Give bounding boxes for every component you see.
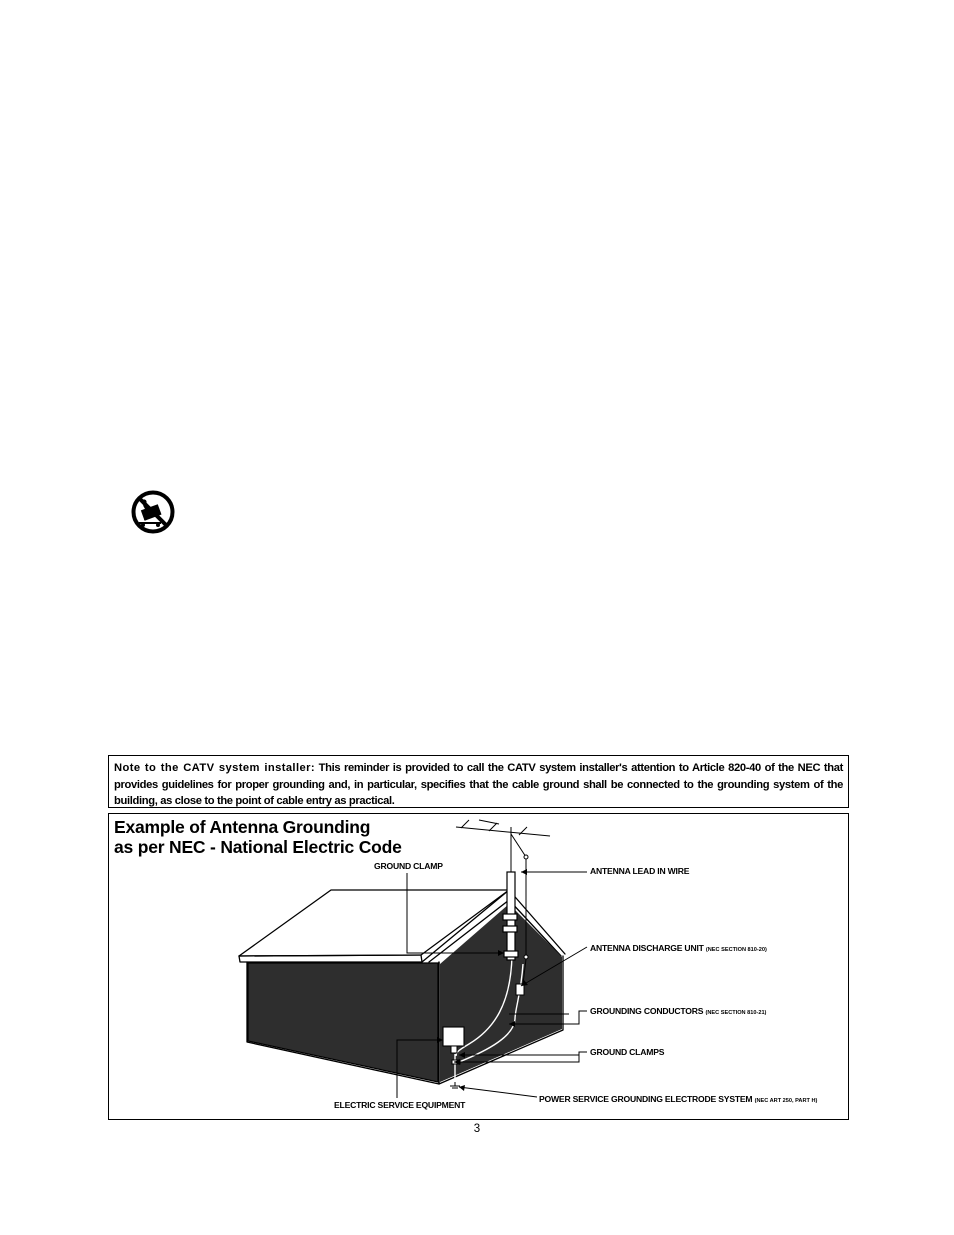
antenna-discharge-unit-ref: (NEC SECTION 810-20) [705, 947, 767, 953]
antenna-discharge-unit-text: ANTENNA DISCHARGE UNIT [590, 943, 704, 953]
label-power-service [539, 1094, 817, 1106]
grounding-conductors-text: GROUNDING CONDUCTORS [590, 1006, 704, 1016]
label-antenna-lead-in-wire: ANTENNA LEAD IN WIRE [590, 866, 690, 876]
diagram-title [114, 818, 402, 857]
power-service-ref: (NEC ART 250, PART H) [754, 1098, 818, 1104]
label-grounding-conductors [590, 1006, 766, 1018]
note-text: This reminder is provided to call the CATV system installer's attention to Article 820-40 of the NEC that provides guidelines for proper grounding and, in particular, specifies that the cable ground shall be connected to the grounding system of the building, as close to the point of cable entry as practical. [114, 762, 844, 807]
note-lead: Note to the CATV system installer: [114, 762, 315, 774]
label-ground-clamp: GROUND CLAMP [374, 861, 443, 871]
catv-installer-note [108, 755, 849, 808]
label-antenna-discharge-unit [590, 943, 767, 955]
label-electric-service-equipment: ELECTRIC SERVICE EQUIPMENT [334, 1100, 466, 1110]
power-service-text: POWER SERVICE GROUNDING ELECTRODE SYSTEM [539, 1094, 753, 1104]
house-antenna-illustration [109, 814, 849, 1120]
label-ground-clamps: GROUND CLAMPS [590, 1047, 665, 1057]
diagram-title-line2: as per NEC - National Electric Code [114, 836, 402, 857]
page-number: 3 [473, 1123, 481, 1135]
cart-tipover-warning-icon [131, 490, 175, 534]
diagram-title-line1: Example of Antenna Grounding [114, 817, 371, 837]
grounding-conductors-ref: (NEC SECTION 810-21) [705, 1010, 767, 1016]
antenna-grounding-diagram [108, 813, 849, 1120]
